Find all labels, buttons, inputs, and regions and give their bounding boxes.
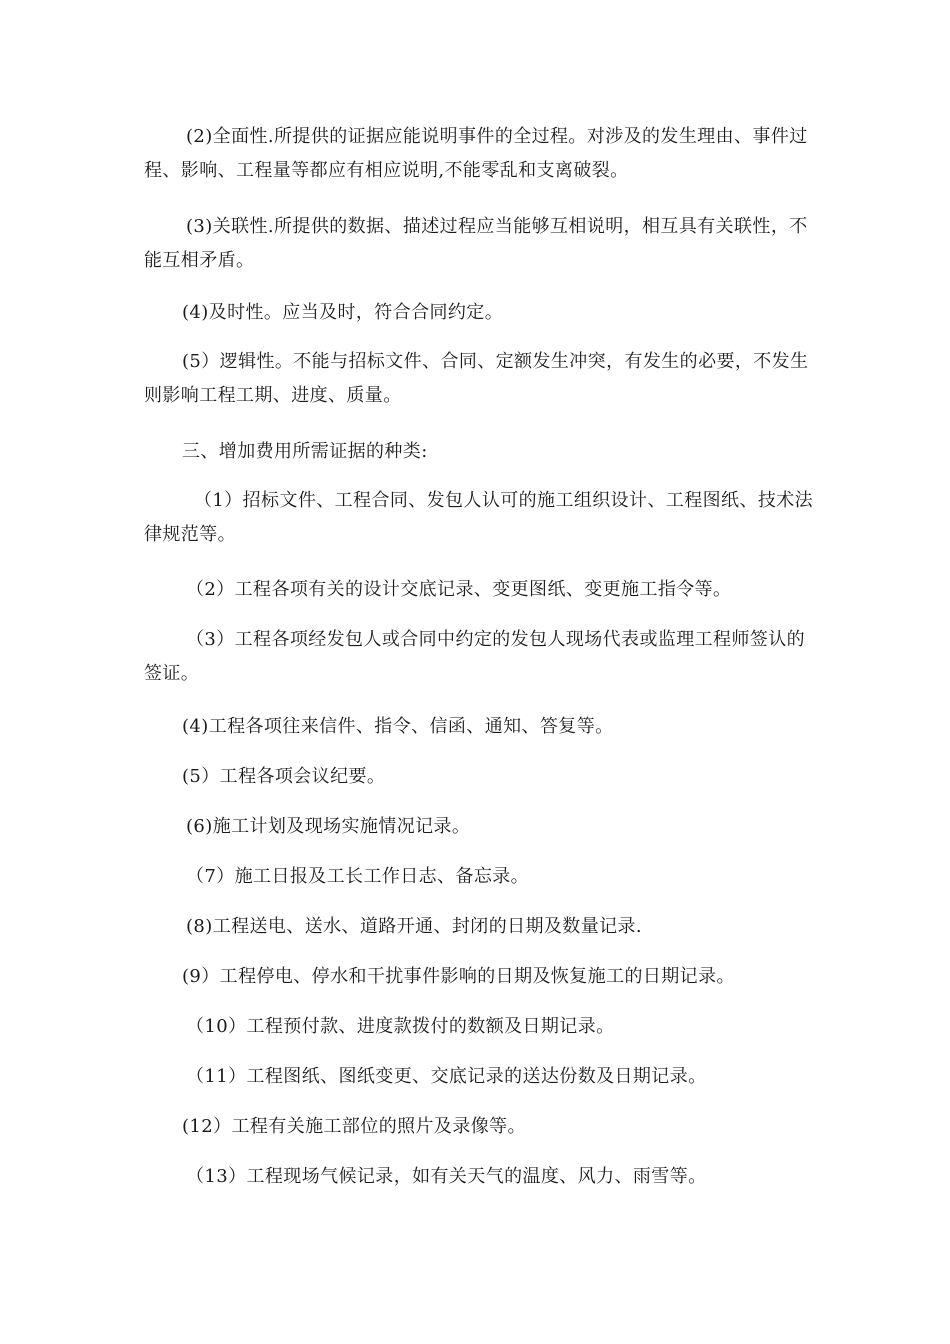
list-item-5: (5）工程各项会议纪要。	[182, 766, 386, 787]
list-item-11: （11）工程图纸、图纸变更、交底记录的送达份数及日期记录。	[186, 1066, 707, 1087]
list-item-10: （10）工程预付款、进度款拨付的数额及日期记录。	[186, 1016, 615, 1037]
list-item-1: （1）招标文件、工程合同、发包人认可的施工组织设计、工程图纸、技术法律规范等。	[144, 490, 814, 545]
list-item-3: （3）工程各项经发包人或合同中约定的发包人现场代表或监理工程师签认的签证。	[144, 629, 806, 684]
list-item-8: (8)工程送电、送水、道路开通、封闭的日期及数量记录.	[186, 916, 643, 937]
paragraph-comprehensiveness: (2)全面性.所提供的证据应能说明事件的全过程。对涉及的发生理由、事件过程、影响、工程量等都应有相应说明,不能零乱和支离破裂。	[144, 126, 808, 181]
list-item-12: (12）工程有关施工部位的照片及录像等。	[182, 1116, 526, 1137]
list-item-6: (6)施工计划及现场实施情况记录。	[186, 816, 471, 837]
list-item-4: (4)工程各项往来信件、指令、信函、通知、答复等。	[182, 716, 614, 737]
paragraph-logic: (5）逻辑性。不能与招标文件、合同、定额发生冲突，有发生的必要，不发生则影响工程工期、进度、质量。	[144, 351, 809, 406]
list-item-7: （7）施工日报及工长工作日志、备忘录。	[186, 866, 530, 887]
section-heading-evidence-types: 三、增加费用所需证据的种类:	[182, 441, 428, 462]
list-item-9: (9）工程停电、停水和干扰事件影响的日期及恢复施工的日期记录。	[182, 966, 735, 987]
list-item-2: （2）工程各项有关的设计交底记录、变更图纸、变更施工指令等。	[186, 579, 732, 600]
paragraph-relevance: (3)关联性.所提供的数据、描述过程应当能够互相说明，相互具有关联性，不能互相矛盾。	[144, 216, 808, 271]
paragraph-timeliness: (4)及时性。应当及时，符合合同约定。	[182, 302, 504, 323]
list-item-13: （13）工程现场气候记录，如有关天气的温度、风力、雨雪等。	[186, 1166, 707, 1187]
